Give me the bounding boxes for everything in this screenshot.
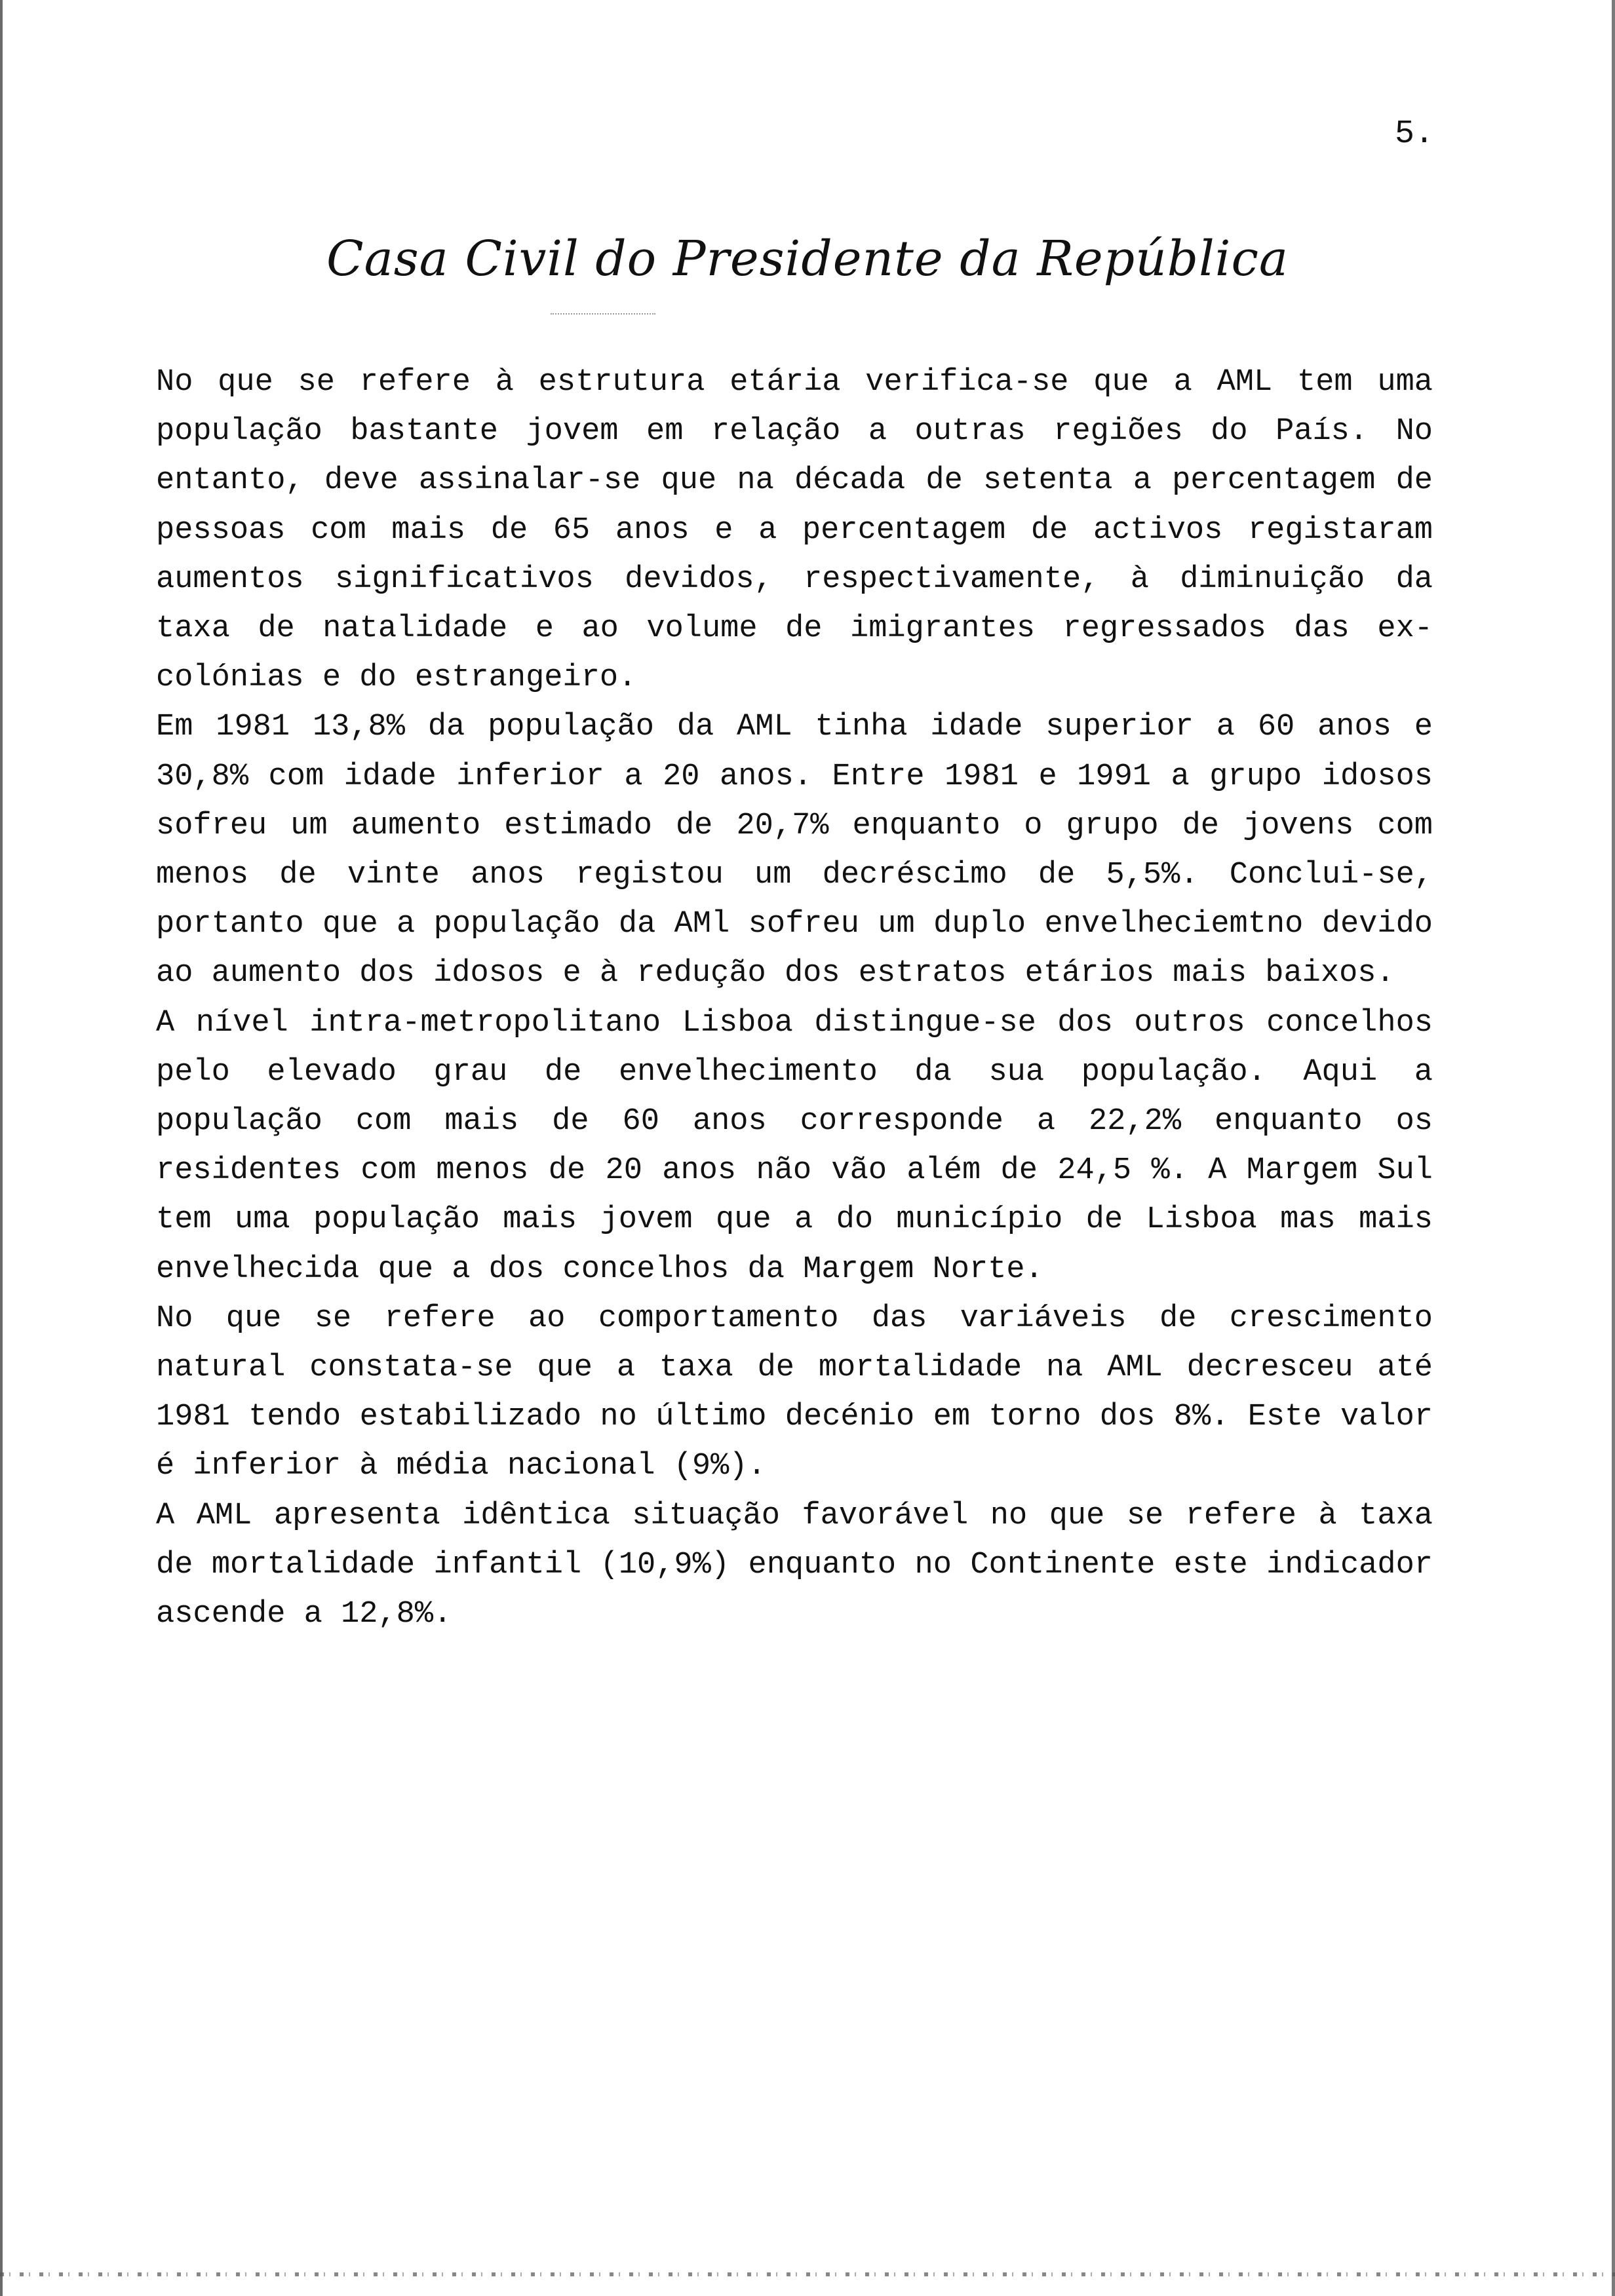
paragraph-1981-population: Em 1981 13,8% da população da AML tinha idade superior a 60 anos e 30,8% com idade inferior a 20 anos. Entre 1981 e 1991 a grupo idosos sofreu um aumento estimado de 20,7% enquanto o grupo de jovens com menos de vinte anos registou um decréscimo de 5,5%. Conclui-se, portanto que a população da AMl sofreu um duplo envelheciemtno devido ao aumento dos idosos e à redução dos estratos etários mais baixos. (156, 710, 1433, 991)
page-number: 5. (1395, 115, 1435, 153)
paragraph-age-structure: No que se refere à estrutura etária verifica-se que a AML tem uma população bastante jovem em relação a outras regiões do País. No entanto, deve assinalar-se que na década de setenta a percentagem de pessoas com mais de 65 anos e a percentagem de activos registaram aumentos significativos devidos, respectivamente, à diminuição da taxa de natalidade e ao volume de imigrantes regressados das ex-colónias e do estrangeiro. (156, 365, 1433, 696)
scan-edge-right (1612, 0, 1615, 2296)
scan-footer-noise (0, 2272, 1615, 2276)
body-text (156, 358, 1433, 1639)
letterhead: Casa Civil do Presidente da República (326, 231, 1289, 287)
paragraph-intra-metropolitan: A nível intra-metropolitano Lisboa distingue-se dos outros concelhos pelo elevado grau de envelhecimento da sua população. Aqui a população com mais de 60 anos corresponde a 22,2% enquanto os residentes com menos de 20 anos não vão além de 24,5 %. A Margem Sul tem uma população mais jovem que a do município de Lisboa mas mais envelhecida que a dos concelhos da Margem Norte. (156, 1005, 1433, 1287)
letterhead-underline (551, 313, 655, 315)
scan-edge-left (0, 0, 3, 2296)
paragraph-infant-mortality: A AML apresenta idêntica situação favorável no que se refere à taxa de mortalidade infantil (10,9%) enquanto no Continente este indicador ascende a 12,8%. (156, 1498, 1433, 1632)
paragraph-mortality: No que se refere ao comportamento das variáveis de crescimento natural constata-se que a taxa de mortalidade na AML decresceu até 1981 tendo estabilizado no último decénio em torno dos 8%. Este valor é inferior à média nacional (9%). (156, 1301, 1433, 1484)
